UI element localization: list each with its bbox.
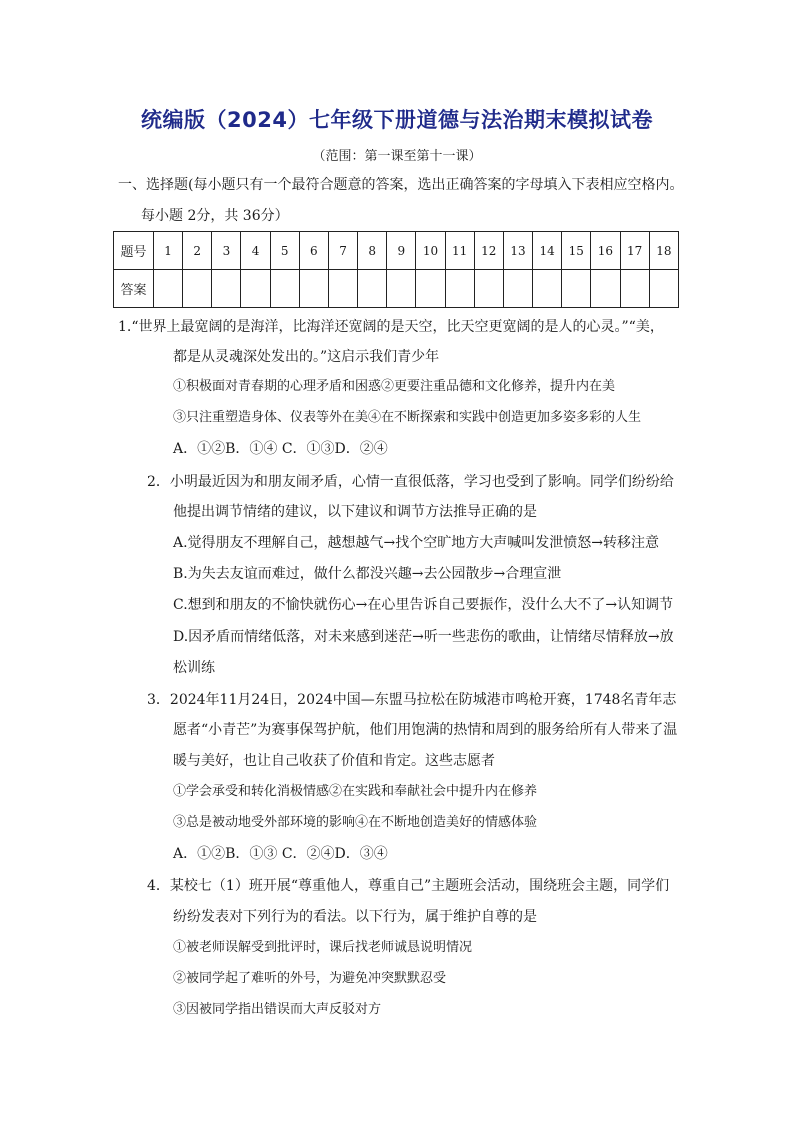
section-score-note: 每小题 2分，共 36分） — [141, 208, 289, 224]
answer-cell[interactable] — [416, 270, 445, 308]
question-number-cell: 14 — [533, 232, 562, 270]
exam-title: 统编版（2024）七年级下册道德与法治期末模拟试卷 — [141, 108, 653, 132]
question-number-cell: 1 — [154, 232, 183, 270]
question-number-cell: 12 — [474, 232, 503, 270]
q1-choices: A．①②B．①④ C．①③D．②④ — [173, 441, 388, 457]
row-label-number: 题号 — [114, 232, 154, 270]
question-number-cell: 15 — [562, 232, 591, 270]
q2-option-c: C.想到和朋友的不愉快就伤心→在心里告诉自己要振作，没什么大不了→认知调节 — [173, 597, 674, 613]
q1-option-line1: ①积极面对青春期的心理矛盾和困惑②更要注重品德和文化修养，提升内在美 — [173, 379, 616, 394]
q2-option-d-line1: D.因矛盾而情绪低落，对未来感到迷茫→听一些悲伤的歌曲，让情绪尽情释放→放 — [173, 629, 674, 645]
question-number-cell: 7 — [328, 232, 357, 270]
question-number-cell: 11 — [445, 232, 474, 270]
answer-cell[interactable] — [533, 270, 562, 308]
q2-stem-line2: 他提出调节情绪的建议，以下建议和调节方法推导正确的是 — [173, 504, 537, 520]
q1-stem-line2: 都是从灵魂深处发出的。”这启示我们青少年 — [173, 349, 440, 365]
answer-cell[interactable] — [328, 270, 357, 308]
q4-option-line3: ③因被同学指出错误而大声反驳对方 — [173, 1002, 382, 1017]
question-number-cell: 16 — [591, 232, 620, 270]
question-number-cell: 4 — [241, 232, 270, 270]
answer-cell[interactable] — [649, 270, 678, 308]
q2-option-d-line2: 松训练 — [173, 660, 215, 676]
q4-stem-line1: 4．某校七（1）班开展“尊重他人，尊重自己”主题班会活动，围绕班会主题，同学们 — [147, 878, 670, 894]
answer-row — [114, 270, 679, 308]
answer-cell[interactable] — [620, 270, 649, 308]
question-number-cell: 2 — [183, 232, 212, 270]
answer-cell[interactable] — [212, 270, 241, 308]
answer-cell[interactable] — [474, 270, 503, 308]
answer-cell[interactable] — [562, 270, 591, 308]
question-number-cell: 8 — [358, 232, 387, 270]
row-label-answer: 答案 — [114, 270, 154, 308]
section-heading: 一、选择题(每小题只有一个最符合题意的答案，选出正确答案的字母填入下表相应空格内。 — [118, 177, 684, 193]
answer-cell[interactable] — [241, 270, 270, 308]
question-number-cell: 3 — [212, 232, 241, 270]
q3-stem-line1: 3．2024年11月24日，2024中国—东盟马拉松在防城港市鸣枪开赛，1748名青年志 — [147, 692, 677, 708]
answer-cell[interactable] — [387, 270, 416, 308]
question-number-cell: 13 — [503, 232, 532, 270]
q3-option-line2: ③总是被动地受外部环境的影响④在不断地创造美好的情感体验 — [173, 815, 538, 830]
q2-stem-line1: 2．小明最近因为和朋友闹矛盾，心情一直很低落，学习也受到了影响。同学们纷纷给 — [147, 474, 674, 490]
exam-scope: （范围：第一课至第十一课） — [312, 149, 482, 164]
q4-stem-line2: 纷纷发表对下列行为的看法。以下行为，属于维护自尊的是 — [173, 909, 537, 925]
answer-cell[interactable] — [358, 270, 387, 308]
answer-cell[interactable] — [270, 270, 299, 308]
q1-stem-line1: 1.“世界上最宽阔的是海洋，比海洋还宽阔的是天空，比天空更宽阔的是人的心灵。”“美， — [118, 319, 664, 335]
question-number-cell: 18 — [649, 232, 678, 270]
q3-stem-line3: 暖与美好，也让自己收获了价值和肯定。这些志愿者 — [173, 753, 495, 769]
q1-option-line2: ③只注重塑造身体、仪表等外在美④在不断探索和实践中创造更加多姿多彩的人生 — [173, 410, 642, 425]
q2-option-b: B.为失去友谊而难过，做什么都没兴趣→去公园散步→合理宣泄 — [173, 566, 562, 582]
q3-choices: A．①②B．①③ C．②④D．③④ — [173, 846, 388, 862]
question-number-cell: 9 — [387, 232, 416, 270]
answer-cell[interactable] — [503, 270, 532, 308]
answer-cell[interactable] — [445, 270, 474, 308]
q2-option-a: A.觉得朋友不理解自己，越想越气→找个空旷地方大声喊叫发泄愤怒→转移注意 — [173, 535, 660, 551]
answer-cell[interactable] — [299, 270, 328, 308]
answer-cell[interactable] — [183, 270, 212, 308]
question-number-cell: 6 — [299, 232, 328, 270]
answer-table — [113, 231, 679, 308]
question-number-cell: 17 — [620, 232, 649, 270]
q3-option-line1: ①学会承受和转化消极情感②在实践和奉献社会中提升内在修养 — [173, 784, 538, 799]
q3-stem-line2: 愿者“小青芒”为赛事保驾护航，他们用饱满的热情和周到的服务给所有人带来了温 — [173, 722, 678, 738]
question-number-cell: 5 — [270, 232, 299, 270]
q4-option-line1: ①被老师误解受到批评时，课后找老师诚恳说明情况 — [173, 940, 473, 955]
answer-cell[interactable] — [154, 270, 183, 308]
question-number-cell: 10 — [416, 232, 445, 270]
q4-option-line2: ②被同学起了难听的外号，为避免冲突默默忍受 — [173, 971, 447, 986]
question-number-row — [114, 232, 679, 270]
answer-cell[interactable] — [591, 270, 620, 308]
